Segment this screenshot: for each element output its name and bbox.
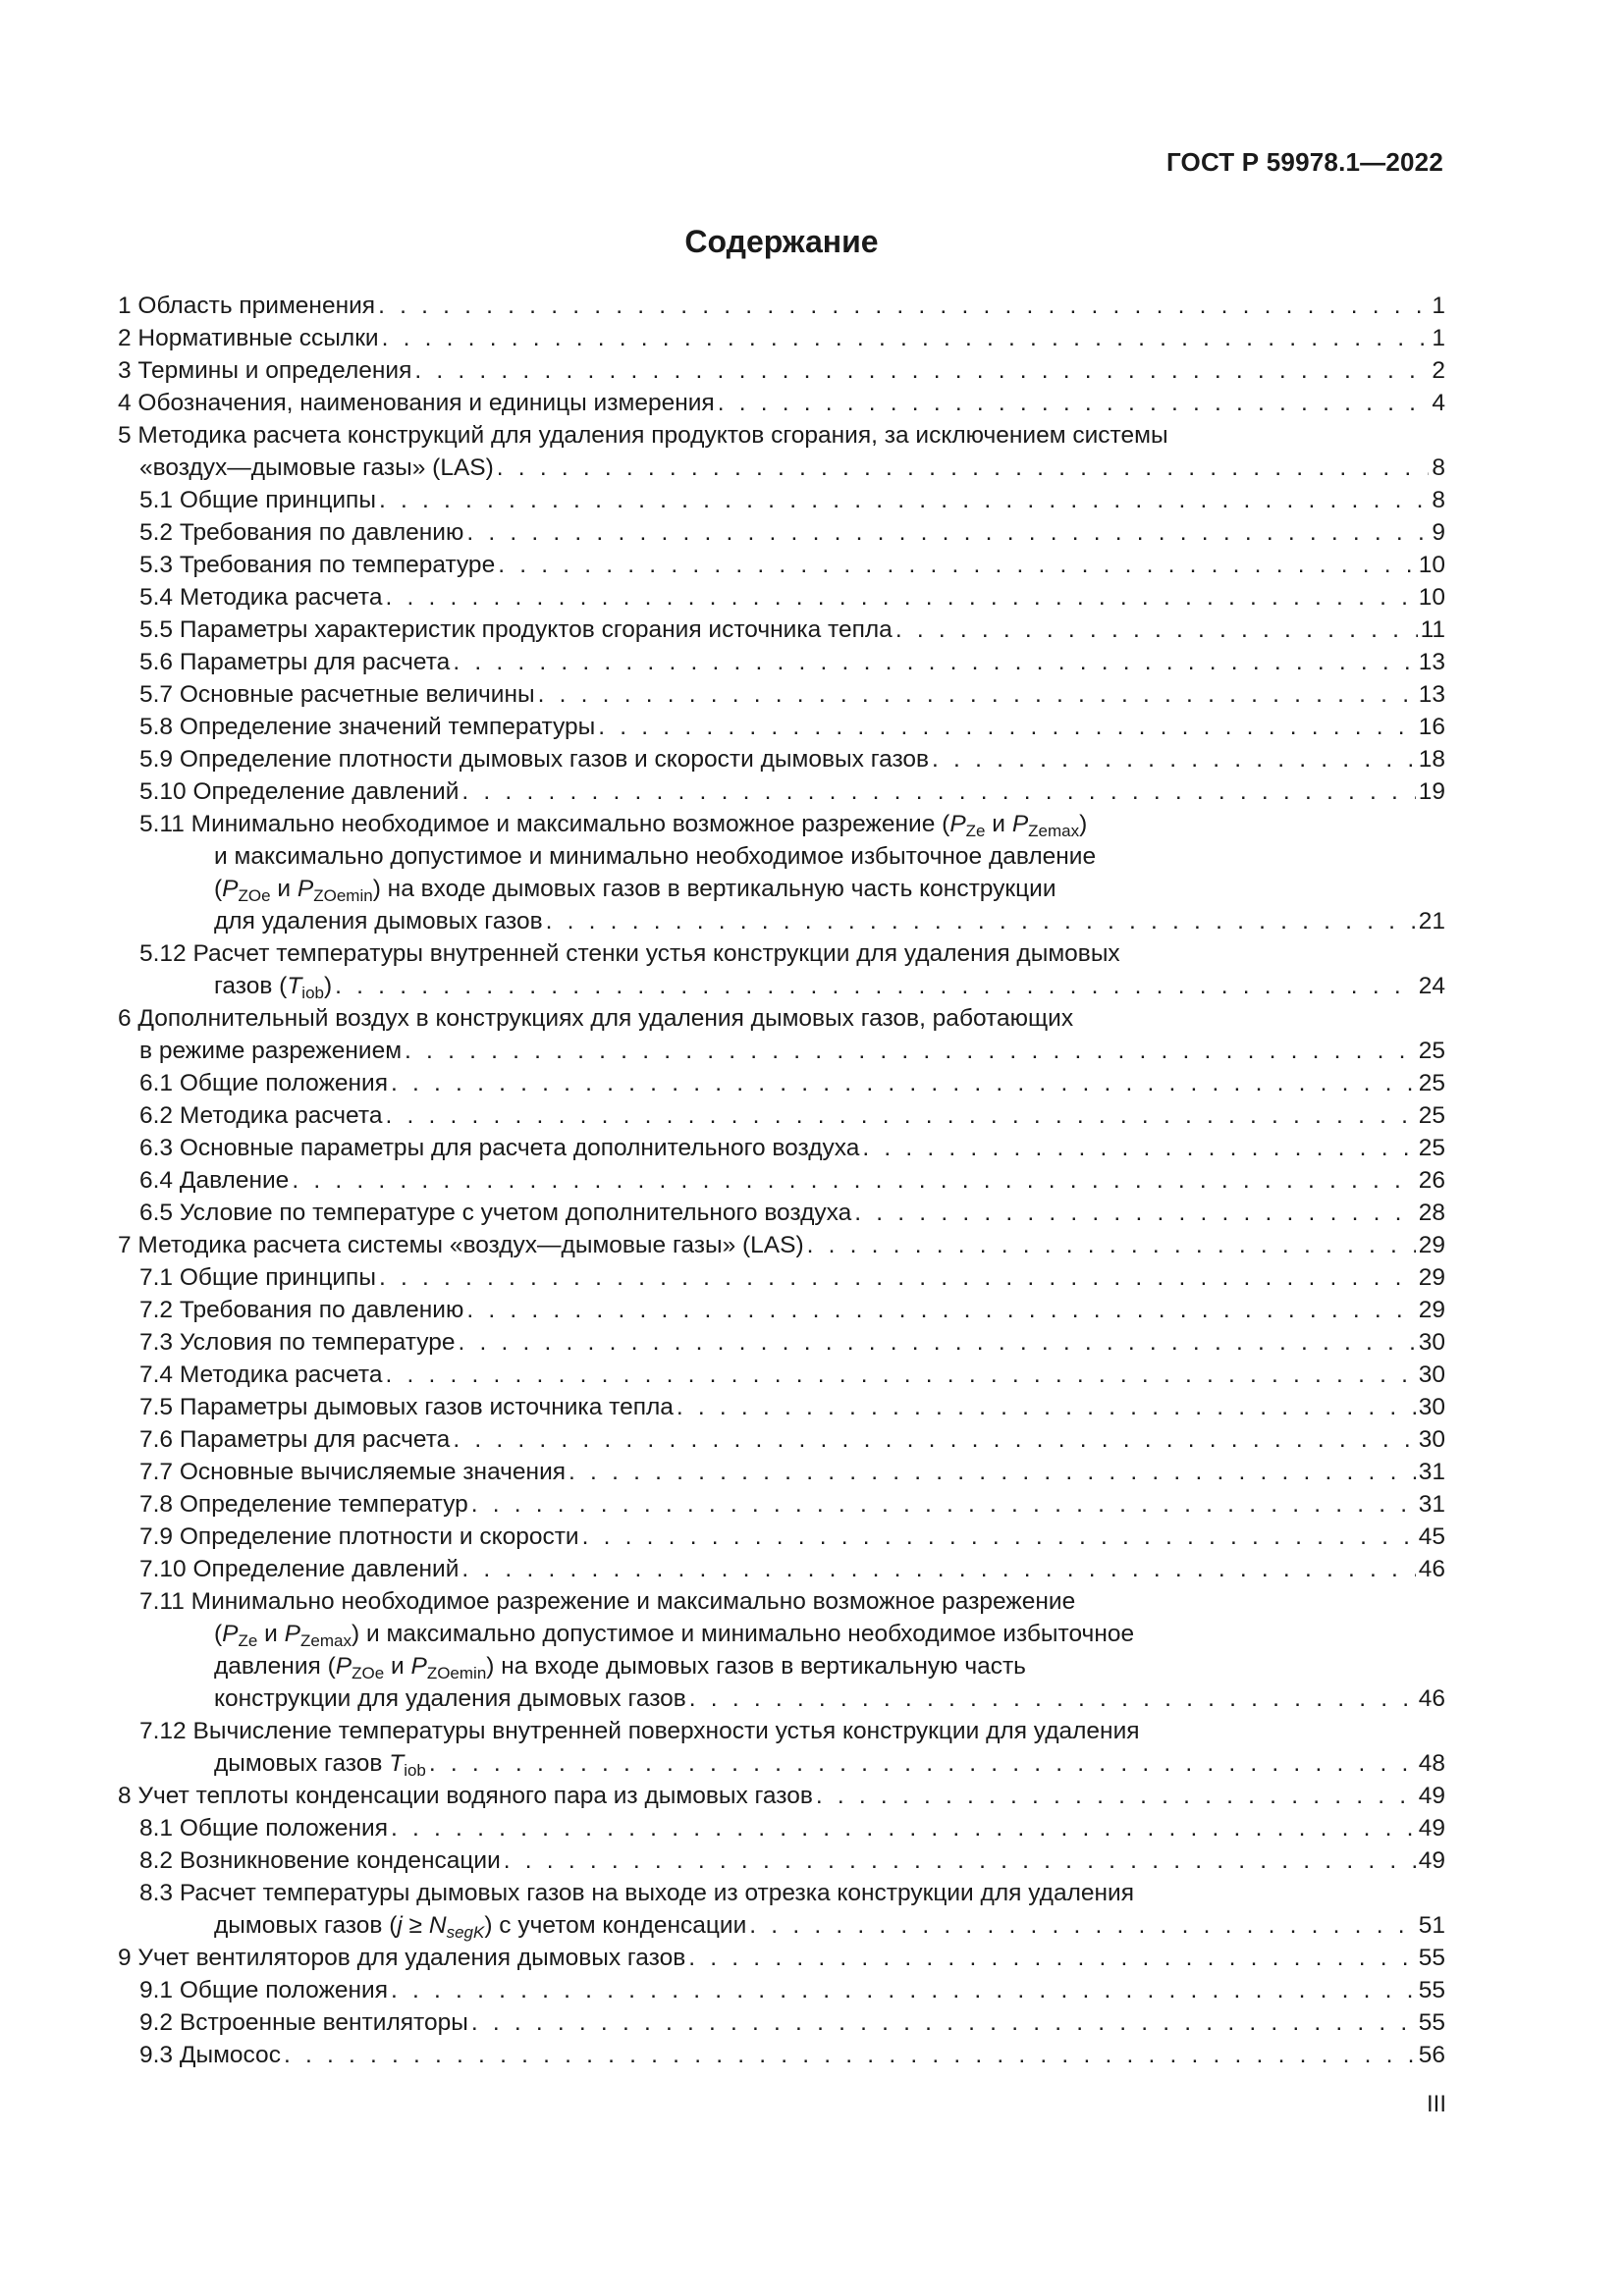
toc-entry-continuation[interactable]: и максимально допустимое и минимально необходимое избыточное давление [214, 843, 1097, 870]
toc-entry[interactable]: 6.2 Методика расчета . . . 25 [118, 1099, 1445, 1132]
toc-entry[interactable]: 7.12 Вычисление температуры внутренней поверхности устья конструкции для удаления [139, 1718, 1140, 1744]
toc-entry[interactable]: 1 Область применения . . . 1 [118, 290, 1445, 322]
toc-entry[interactable]: 5.3 Требования по температуре . . . 10 [118, 549, 1445, 581]
toc-entry[interactable]: 5 Методика расчета конструкций для удаления продуктов сгорания, за исключением системы [118, 422, 1168, 449]
page-number: III [1426, 2091, 1446, 2117]
toc-entry[interactable]: 5.11 Минимально необходимое и максимально возможное разрежение ($P_{Ze}$ и $P_{Zemax}$) [139, 811, 1088, 840]
toc-entry[interactable]: 2 Нормативные ссылки . . . 1 [118, 322, 1445, 354]
toc-entry-continuation[interactable]: ($P_{ZOe}$ и $P_{ZOemin}$) на входе дымовых газов в вертикальную часть конструкции [214, 876, 1056, 905]
toc-entry[interactable]: 7.2 Требования по давлению . . . 29 [118, 1294, 1445, 1326]
toc-entry[interactable]: 7.4 Методика расчета . . . 30 [118, 1359, 1445, 1391]
document-id: ГОСТ Р 59978.1—2022 [1165, 147, 1443, 177]
toc-entry[interactable]: 7.11 Минимально необходимое разрежение и максимально возможное разрежение [139, 1588, 1076, 1615]
toc-entry[interactable]: 5.9 Определение плотности дымовых газов и скорости дымовых газов . . . 18 [118, 743, 1445, 775]
toc-entry-continuation[interactable]: ($P_{Ze}$ и $P_{Zemax}$) и максимально допустимое и минимально необходимое избыточное [214, 1621, 1135, 1650]
toc-entry[interactable]: 5.1 Общие принципы . . . 8 [118, 484, 1445, 516]
toc-entry[interactable]: 7.7 Основные вычисляемые значения . . . 31 [118, 1456, 1445, 1488]
toc-entry[interactable]: 5.6 Параметры для расчета . . . 13 [118, 646, 1445, 678]
table-of-contents [118, 290, 1445, 2071]
toc-entry-continuation[interactable]: в режиме разрежением . . . 25 [118, 1035, 1445, 1067]
toc-entry[interactable]: 5.4 Методика расчета . . . 10 [118, 581, 1445, 614]
toc-entry[interactable]: 8.1 Общие положения . . . 49 [118, 1812, 1445, 1844]
toc-entry[interactable]: 5.2 Требования по давлению . . . 9 [118, 516, 1445, 549]
toc-entry[interactable]: 8.2 Возникновение конденсации . . . 49 [118, 1844, 1445, 1877]
toc-entry[interactable]: 5.12 Расчет температуры внутренней стенки устья конструкции для удаления дымовых [139, 940, 1120, 967]
toc-entry[interactable]: 5.5 Параметры характеристик продуктов сгорания источника тепла . . . 11 [118, 614, 1445, 646]
toc-entry[interactable]: 9 Учет вентиляторов для удаления дымовых газов . . . 55 [118, 1942, 1445, 1974]
toc-entry[interactable]: 9.2 Встроенные вентиляторы . . . 55 [118, 2006, 1445, 2039]
toc-entry[interactable]: 6 Дополнительный воздух в конструкциях для удаления дымовых газов, работающих [118, 1005, 1074, 1032]
toc-entry[interactable]: 3 Термины и определения . . . 2 [118, 354, 1445, 387]
toc-entry[interactable]: 7.10 Определение давлений . . . 46 [118, 1553, 1445, 1585]
toc-entry[interactable]: 8.3 Расчет температуры дымовых газов на выходе из отрезка конструкции для удаления [139, 1880, 1134, 1906]
toc-entry[interactable]: 7.9 Определение плотности и скорости . . . 45 [118, 1521, 1445, 1553]
toc-entry-continuation[interactable]: дымовых газов $(j \ge N_{segK})$ с учетом конденсации . . . 51 [118, 1909, 1445, 1942]
toc-entry-continuation[interactable]: конструкции для удаления дымовых газов . . . 46 [118, 1682, 1445, 1715]
toc-entry[interactable]: 4 Обозначения, наименования и единицы измерения . . . 4 [118, 387, 1445, 419]
toc-entry[interactable]: 7.8 Определение температур . . . 31 [118, 1488, 1445, 1521]
toc-entry-continuation[interactable]: для удаления дымовых газов . . . 21 [118, 905, 1445, 937]
toc-entry[interactable]: 7.6 Параметры для расчета . . . 30 [118, 1423, 1445, 1456]
toc-entry-continuation[interactable]: газов $(T_{iob})$ . . . 24 [118, 970, 1445, 1002]
toc-entry[interactable]: 7 Методика расчета системы «воздух—дымовые газы» (LAS) . . . 29 [118, 1229, 1445, 1261]
toc-entry[interactable]: 7.5 Параметры дымовых газов источника тепла . . . 30 [118, 1391, 1445, 1423]
toc-entry[interactable]: 7.3 Условия по температуре . . . 30 [118, 1326, 1445, 1359]
toc-entry-continuation[interactable]: «воздух—дымовые газы» (LAS) . . . 8 [118, 452, 1445, 484]
toc-entry[interactable]: 5.10 Определение давлений . . . 19 [118, 775, 1445, 808]
toc-entry[interactable]: 7.1 Общие принципы . . . 29 [118, 1261, 1445, 1294]
toc-entry[interactable]: 5.7 Основные расчетные величины . . . 13 [118, 678, 1445, 711]
toc-entry[interactable]: 6.4 Давление . . . 26 [118, 1164, 1445, 1197]
toc-entry-continuation[interactable]: давления ($P_{ZOe}$ и $P_{ZOemin}$) на входе дымовых газов в вертикальную часть [214, 1653, 1026, 1682]
toc-entry[interactable]: 9.1 Общие положения . . . 55 [118, 1974, 1445, 2006]
toc-entry[interactable]: 5.8 Определение значений температуры . . . 16 [118, 711, 1445, 743]
toc-entry[interactable]: 8 Учет теплоты конденсации водяного пара из дымовых газов . . . 49 [118, 1780, 1445, 1812]
page-title: Содержание [684, 224, 879, 259]
toc-entry[interactable]: 6.5 Условие по температуре с учетом дополнительного воздуха . . . 28 [118, 1197, 1445, 1229]
toc-entry[interactable]: 6.1 Общие положения . . . 25 [118, 1067, 1445, 1099]
toc-entry[interactable]: 6.3 Основные параметры для расчета дополнительного воздуха . . . 25 [118, 1132, 1445, 1164]
toc-entry[interactable]: 9.3 Дымосос . . . 56 [118, 2039, 1445, 2071]
toc-entry-continuation[interactable]: дымовых газов $T_{iob}$ . . . 48 [118, 1747, 1445, 1780]
